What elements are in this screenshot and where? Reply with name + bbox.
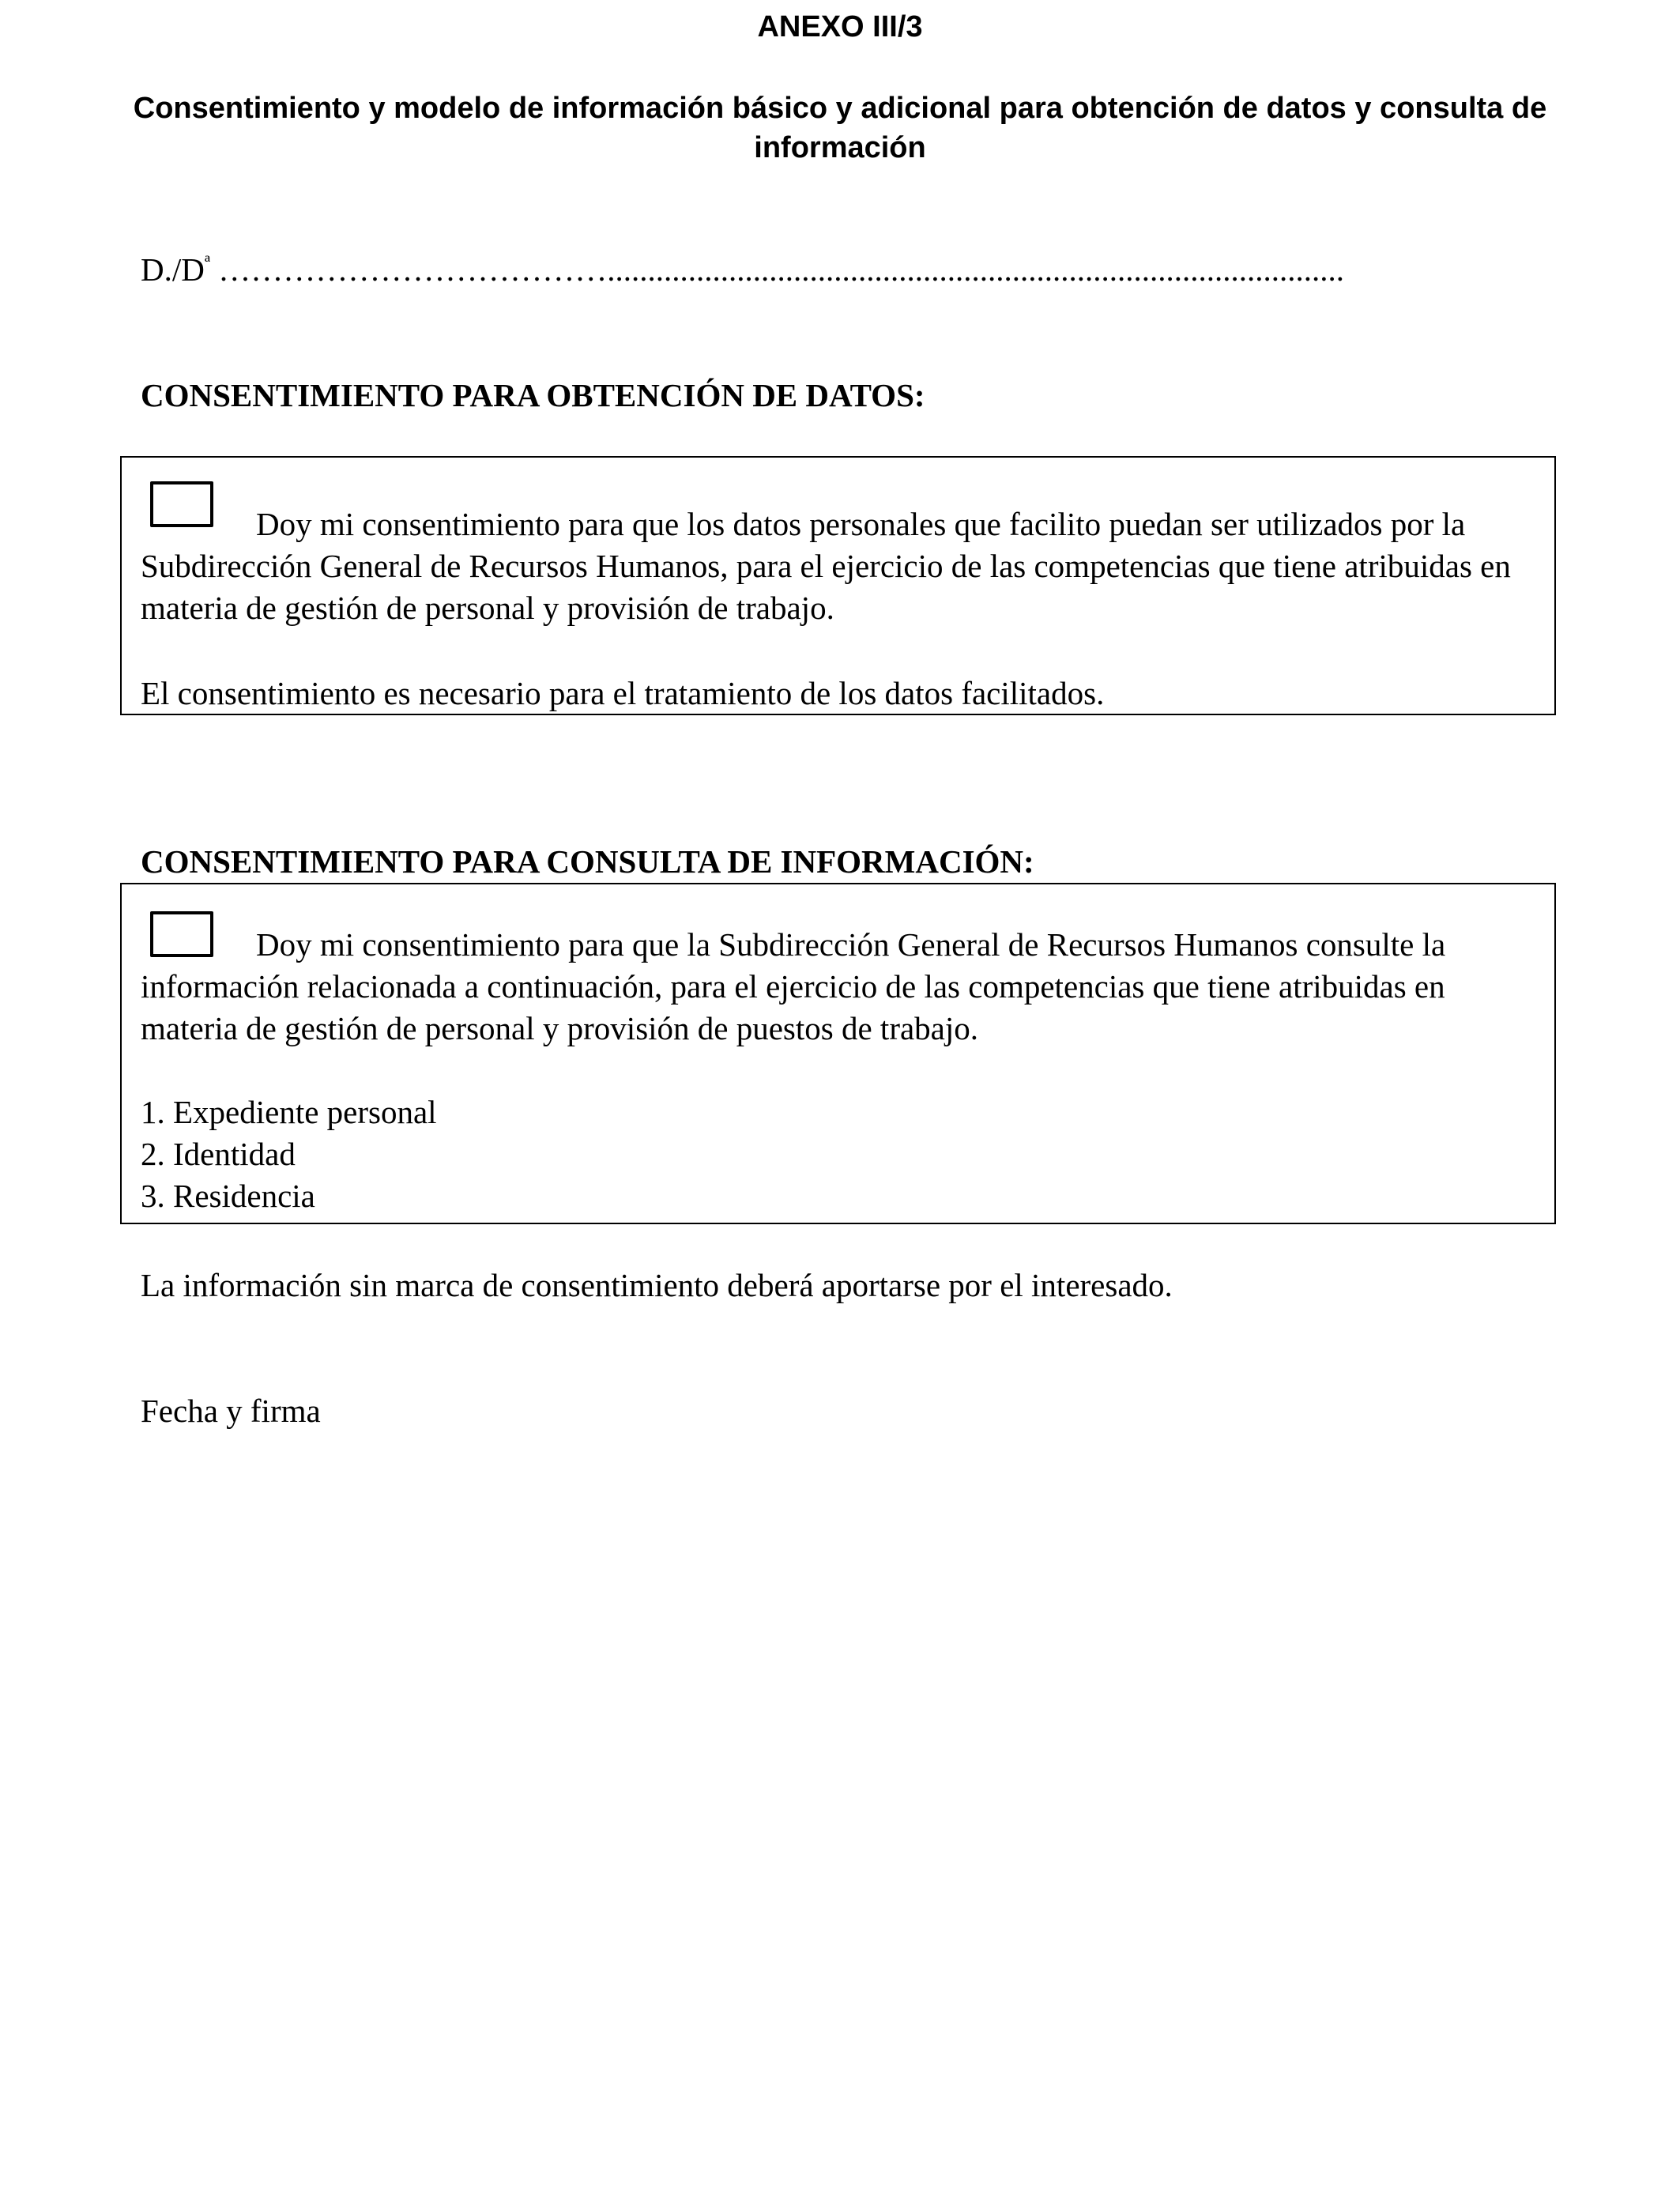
datos-consent-text [141, 503, 1547, 629]
applicant-name-field[interactable]: ………………………………........................................................................................... [218, 251, 1345, 288]
applicant-prefix-sup: ª [204, 251, 211, 274]
signature-date-label: Fecha y firma [141, 1393, 321, 1429]
consulta-section-heading: CONSENTIMIENTO PARA CONSULTA DE INFORMACIÓN: [141, 843, 1034, 880]
datos-consent-box [120, 456, 1556, 715]
datos-consent-text-content: Doy mi consentimiento para que los datos personales que facilito puedan ser utilizados por la Subdirección General de Recursos Humanos, para el ejercicio de las competencias que tiene atribuidas en materia de gestión de personal y provisión de trabajo. [141, 506, 1511, 626]
document-title: Consentimiento y modelo de información básico y adicional para obtención de datos y consulta de información [133, 92, 1547, 164]
datos-consent-note: El consentimiento es necesario para el tratamiento de los datos facilitados. [141, 675, 1105, 711]
applicant-name-line [141, 250, 1344, 289]
applicant-prefix: D./D [141, 251, 205, 288]
footer-note: La información sin marca de consentimiento deberá aportarse por el interesado. [141, 1267, 1173, 1303]
consulta-consent-text-content: Doy mi consentimiento para que la Subdirección General de Recursos Humanos consulte la información relacionada a continuación, para el ejercicio de las competencias que tiene atribuidas en materia de gestión de personal y provisión de puestos de trabajo. [141, 926, 1446, 1046]
list-item: 3. Residencia [141, 1178, 315, 1214]
consulta-consent-text [141, 924, 1547, 1050]
list-item: 1. Expediente personal [141, 1094, 437, 1130]
list-item: 2. Identidad [141, 1136, 296, 1172]
datos-section-heading: CONSENTIMIENTO PARA OBTENCIÓN DE DATOS: [141, 377, 925, 413]
annex-title: ANEXO III/3 [757, 10, 923, 43]
consulta-info-list [141, 1091, 1547, 1217]
consulta-consent-box [120, 883, 1556, 1224]
